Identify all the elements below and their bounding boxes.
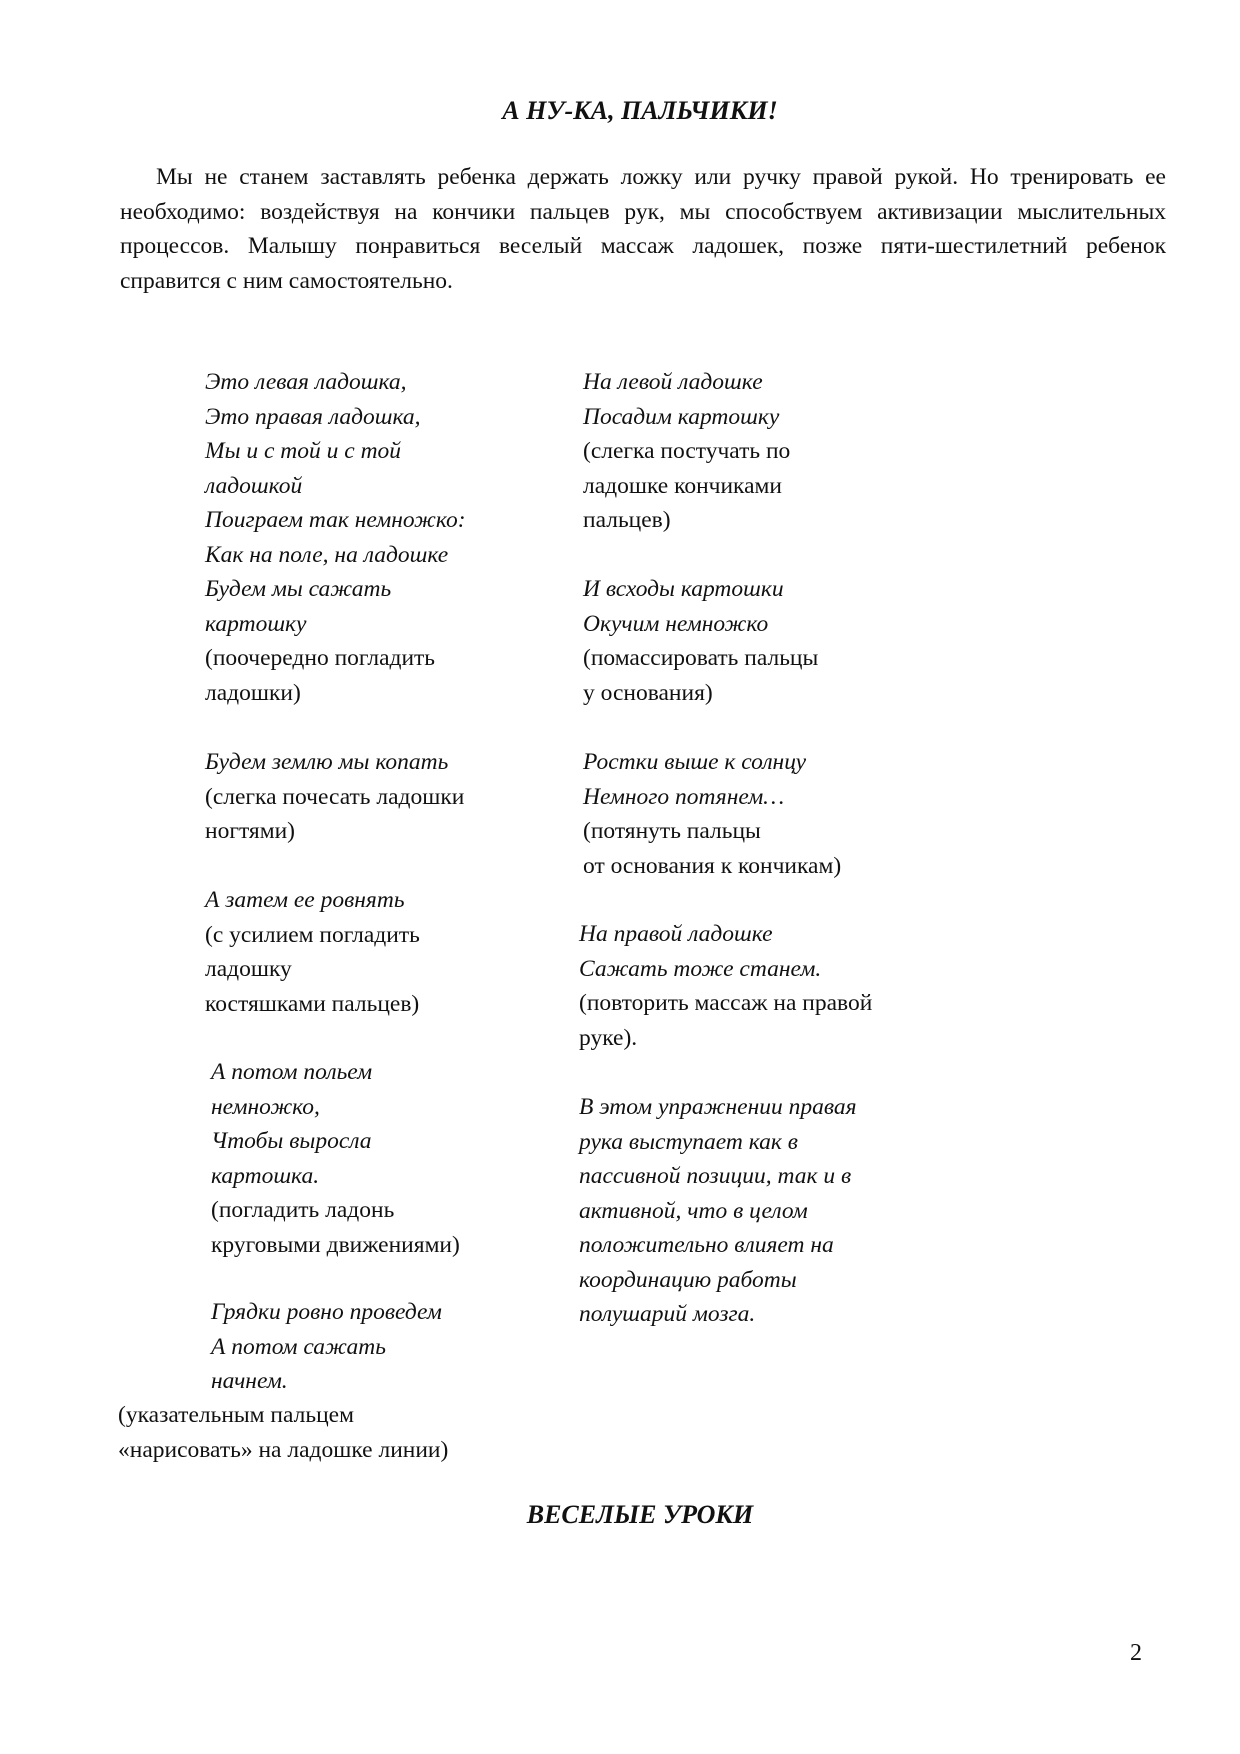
instruction-line: круговыми движениями) — [211, 1231, 460, 1258]
verse-line: Поиграем так немножко: — [205, 507, 466, 533]
instruction-line: ногтями) — [205, 818, 296, 844]
instruction-line: от основания к кончикам) — [583, 852, 842, 879]
instruction-line: (помассировать пальцы — [583, 645, 819, 671]
instruction-line: ладошку — [205, 956, 292, 982]
verse-line: И всходы картошки — [583, 576, 784, 602]
instruction-line: у основания) — [583, 679, 713, 706]
left-block-5 — [211, 1295, 442, 1399]
verse-line: Сажать тоже станем. — [579, 955, 822, 982]
verse-line: полушарий мозга. — [579, 1301, 756, 1327]
left-block-3 — [205, 883, 420, 1021]
verse-line: немножко, — [211, 1093, 320, 1120]
verse-line: А затем ее ровнять — [205, 887, 405, 913]
verse-line: Будем землю мы копать — [205, 749, 449, 775]
instruction-line: костяшками пальцев) — [205, 990, 420, 1017]
verse-line: А потом польем — [211, 1059, 373, 1085]
verse-line: Будем мы сажать — [205, 576, 392, 602]
left-block-4 — [211, 1055, 460, 1262]
instruction-line: ладошке кончиками — [583, 472, 782, 499]
left-block-5-note — [118, 1398, 448, 1467]
verse-line: ладошкой — [205, 472, 303, 499]
verse-line: Окучим немножко — [583, 610, 769, 637]
instruction-line: (слегка постучать по — [583, 438, 791, 464]
instruction-line: (повторить массаж на правой — [579, 990, 873, 1016]
verse-line: картошку — [205, 610, 307, 637]
verse-line: активной, что в целом — [579, 1197, 808, 1224]
instruction-line: (с усилием погладить — [205, 921, 420, 948]
verse-line: Грядки ровно проведем — [211, 1299, 442, 1325]
verse-line: А потом сажать — [211, 1333, 386, 1360]
verse-line: пассивной позиции, так и в — [579, 1163, 852, 1189]
verse-line: Это правая ладошка, — [205, 403, 421, 430]
instruction-line: пальцев) — [583, 507, 671, 533]
right-block-2 — [583, 572, 818, 710]
verse-line: Это левая ладошка, — [205, 369, 407, 395]
instruction-line: руке). — [579, 1024, 638, 1051]
right-block-5 — [579, 1090, 857, 1332]
verse-line: Немного потянем… — [583, 783, 785, 810]
instruction-line: (указательным пальцем — [118, 1402, 354, 1428]
page-number: 2 — [1130, 1640, 1142, 1666]
instruction-line: (погладить ладонь — [211, 1197, 395, 1223]
instruction-line: (потянуть пальцы — [583, 818, 761, 844]
title-fun-lessons: ВЕСЕЛЫЕ УРОКИ — [526, 1500, 754, 1529]
verse-line: начнем. — [211, 1368, 288, 1394]
title-fingers: А НУ-КА, ПАЛЬЧИКИ! — [502, 96, 778, 125]
right-block-1 — [583, 365, 790, 538]
left-block-2 — [205, 745, 464, 849]
verse-line: Посадим картошку — [583, 403, 780, 430]
verse-line: рука выступает как в — [579, 1128, 798, 1155]
right-block-4 — [579, 917, 872, 1055]
intro-paragraph: Мы не станем заставлять ребенка держать ложку или ручку правой рукой. Но тренировать ее необходимо: воздействуя на кончики пальцев рук, мы способствуем активизации мыслительных процессов. Малышу понравиться веселый массаж ладошек, позже пяти-шестилетний ребенок справится с ним самостоятельно. — [120, 164, 1166, 294]
verse-line: Мы и с той и с той — [205, 438, 402, 464]
instruction-line: (слегка почесать ладошки — [205, 783, 465, 810]
instruction-line: (поочередно погладить — [205, 645, 436, 671]
verse-line: Ростки выше к солнцу — [583, 749, 807, 775]
left-block-1 — [205, 365, 466, 710]
instruction-line: ладошки) — [205, 679, 301, 706]
verse-line: Как на поле, на ладошке — [205, 541, 449, 568]
verse-line: На левой ладошке — [583, 369, 763, 395]
verse-line: положительно влияет на — [579, 1232, 834, 1258]
verse-line: координацию работы — [579, 1266, 797, 1293]
instruction-line: «нарисовать» на ладошке линии) — [118, 1436, 449, 1463]
right-block-3 — [583, 745, 841, 883]
verse-line: картошка. — [211, 1162, 320, 1189]
verse-line: Чтобы выросла — [211, 1128, 372, 1154]
verse-line: На правой ладошке — [579, 921, 773, 947]
verse-line: В этом упражнении правая — [579, 1094, 857, 1120]
